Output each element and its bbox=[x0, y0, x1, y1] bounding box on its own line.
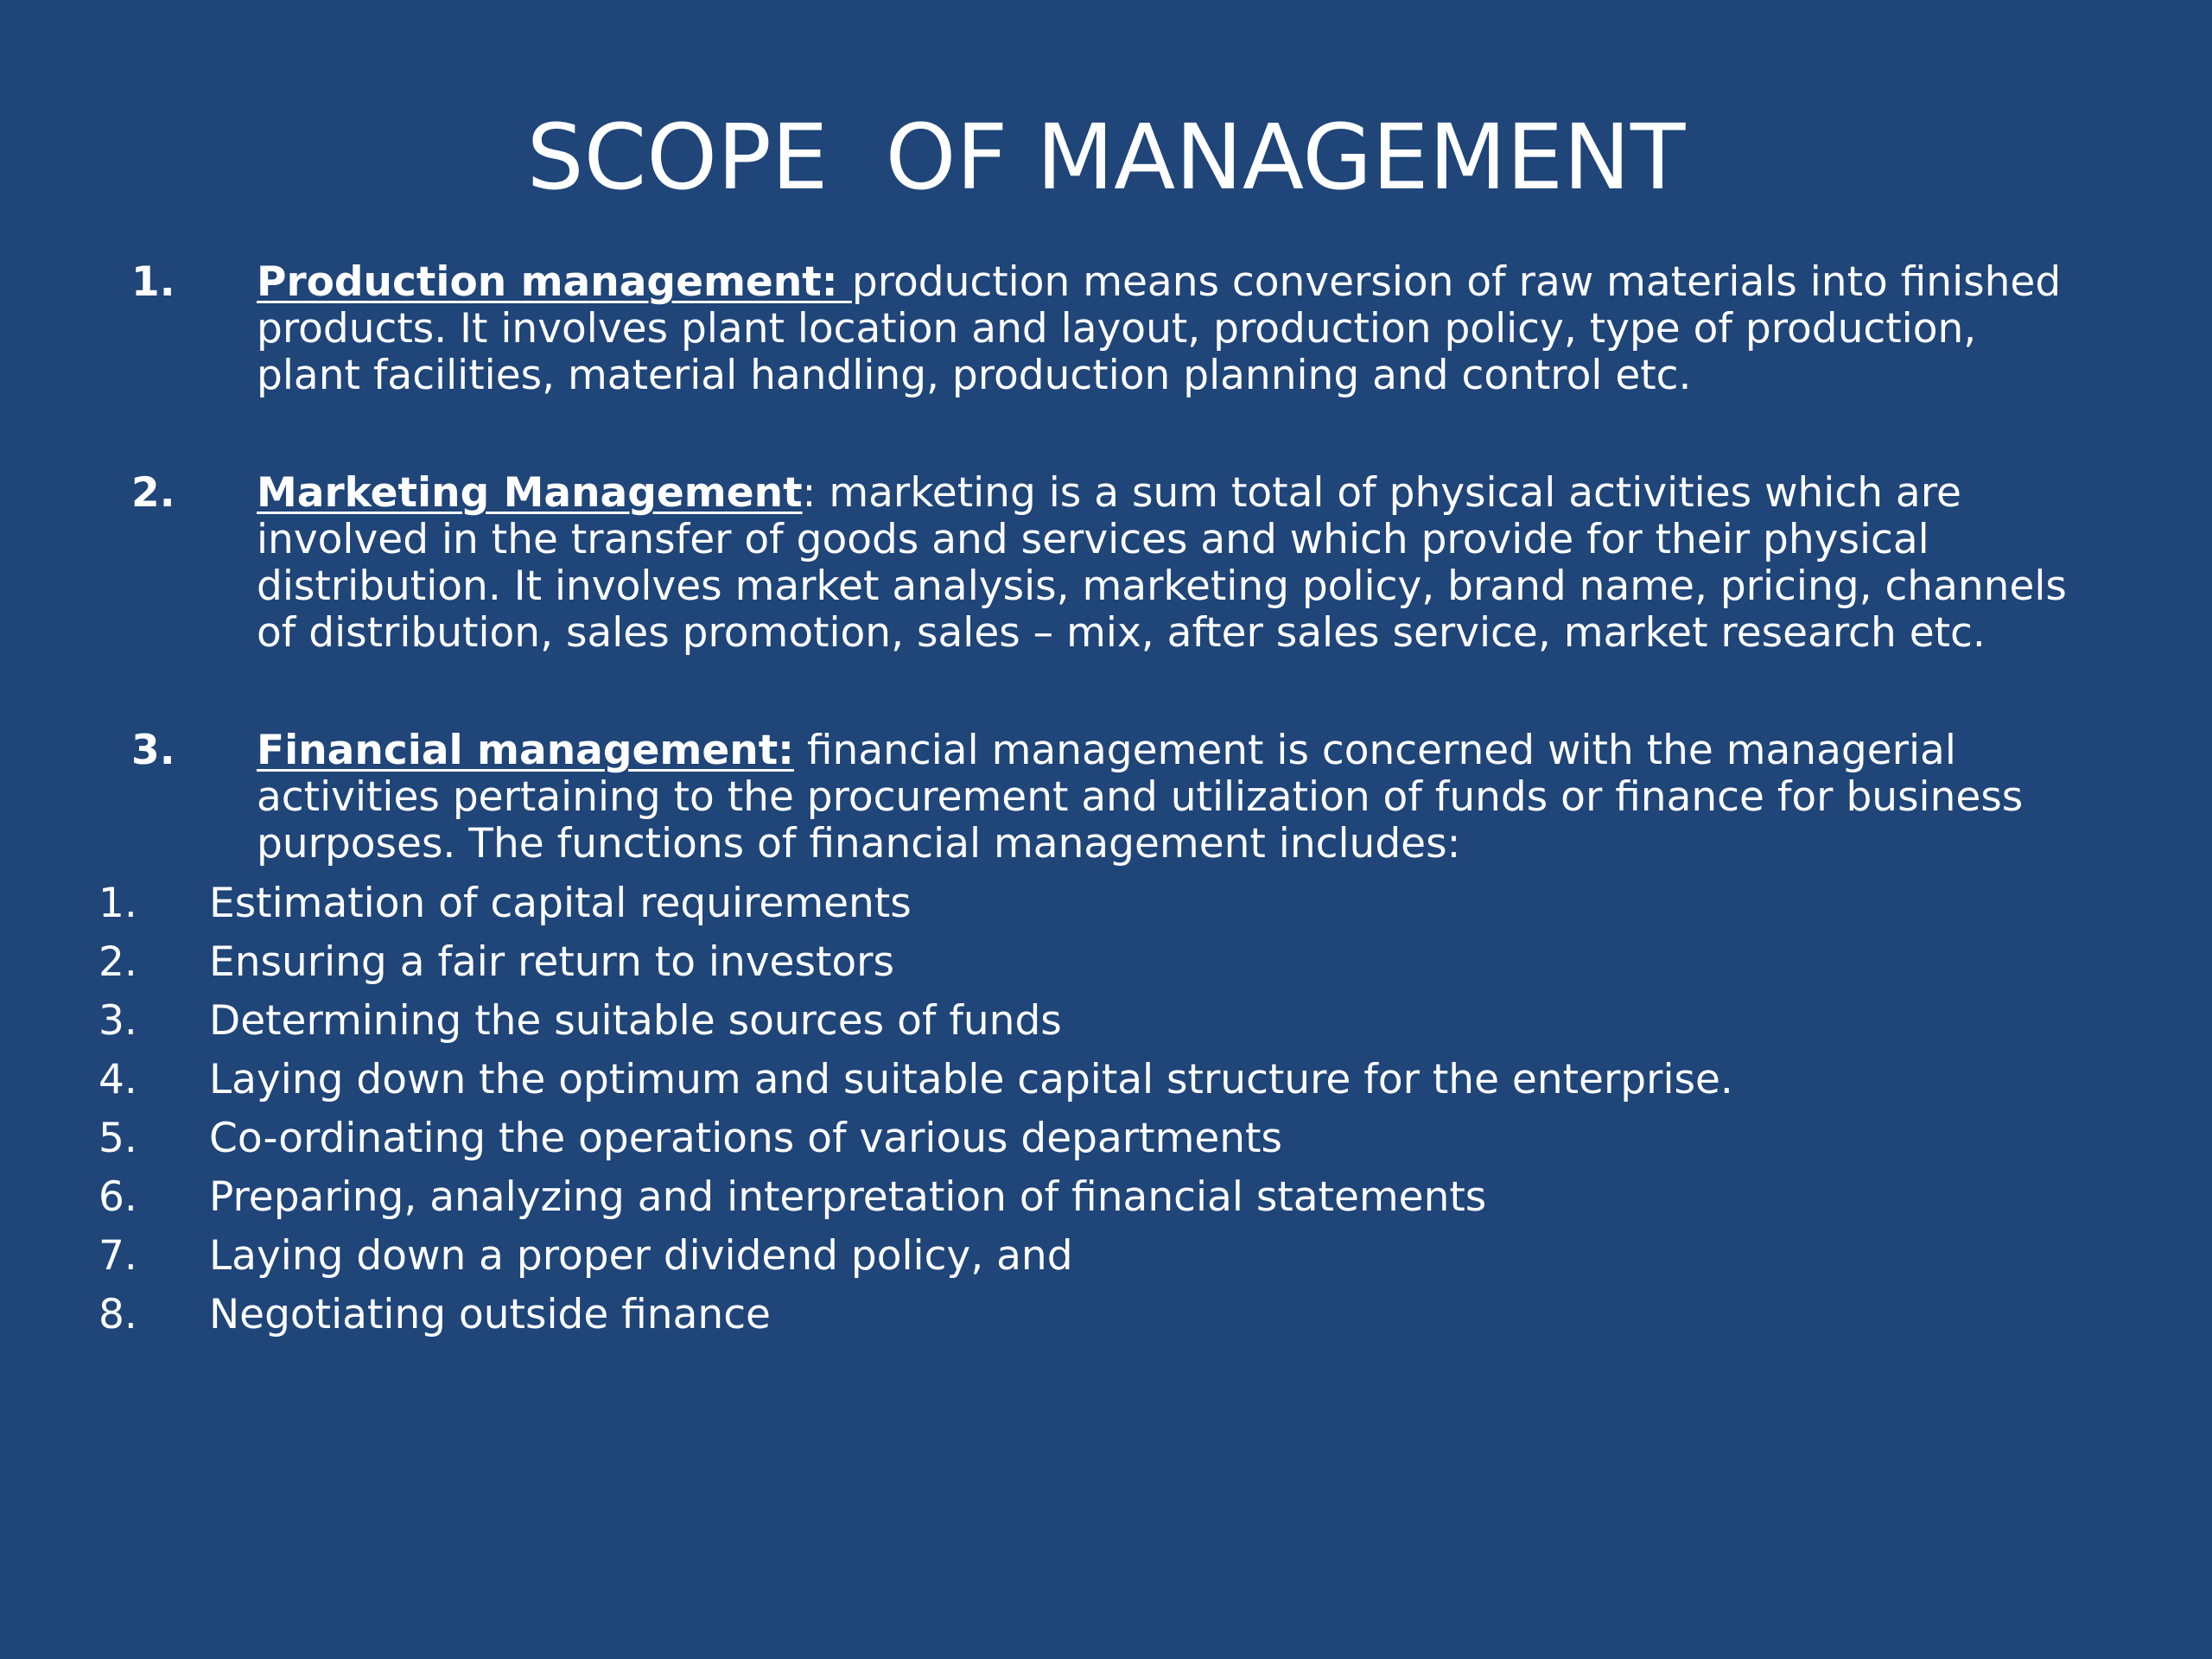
sub-item-number: 5. bbox=[99, 1115, 137, 1162]
list-item-production bbox=[0, 259, 2212, 399]
item-number: 3. bbox=[131, 727, 175, 774]
item-body bbox=[257, 470, 2071, 657]
sub-item-text: Laying down a proper dividend policy, and bbox=[209, 1232, 1073, 1280]
financial-functions-list bbox=[0, 874, 2212, 1344]
item-number: 1. bbox=[131, 258, 175, 306]
item-heading: Financial management: bbox=[257, 727, 794, 774]
sub-item-number: 2. bbox=[99, 938, 137, 986]
item-body bbox=[257, 728, 2071, 868]
sub-list-item bbox=[0, 1051, 2212, 1109]
item-heading: Marketing Management bbox=[257, 469, 803, 517]
item-body bbox=[257, 259, 2071, 399]
sub-item-number: 4. bbox=[99, 1056, 137, 1103]
sub-item-text: Ensuring a fair return to investors bbox=[209, 938, 894, 986]
slide-title: SCOPE OF MANAGEMENT bbox=[526, 105, 1686, 210]
sub-list-item bbox=[0, 992, 2212, 1051]
sub-list-item bbox=[0, 1227, 2212, 1286]
sub-item-text: Preparing, analyzing and interpretation of financial statements bbox=[209, 1173, 1487, 1221]
sub-item-text: Co-ordinating the operations of various departments bbox=[209, 1115, 1282, 1162]
sub-item-number: 7. bbox=[99, 1232, 137, 1280]
item-text: production means conversion of raw materials into finished products. It involves plant location and layout, production policy, type of production, plant facilities, material handling, production planning and control etc. bbox=[257, 258, 2062, 399]
item-text: : marketing is a sum total of physical activities which are involved in the transfer of goods and services and which provide for their physical distribution. It involves market analysis, marketing policy, brand name, pricing, channels of distribution, sales promotion, sales – mix, after sales service, market research etc. bbox=[257, 469, 2067, 657]
item-heading: Production management: bbox=[257, 258, 852, 306]
sub-list-item bbox=[0, 874, 2212, 933]
sub-item-text: Negotiating outside finance bbox=[209, 1291, 771, 1338]
list-item-financial bbox=[0, 728, 2212, 1344]
sub-item-number: 3. bbox=[99, 997, 137, 1045]
sub-item-text: Laying down the optimum and suitable capital structure for the enterprise. bbox=[209, 1056, 1733, 1103]
item-text: financial management is concerned with the managerial activities pertaining to the procurement and utilization of funds or finance for business purposes. The functions of financial management includes: bbox=[257, 727, 2024, 868]
sub-list-item bbox=[0, 1286, 2212, 1344]
sub-item-number: 1. bbox=[99, 880, 137, 927]
sub-list-item bbox=[0, 933, 2212, 992]
sub-item-number: 8. bbox=[99, 1291, 137, 1338]
scope-list bbox=[0, 259, 2212, 1415]
sub-list-item bbox=[0, 1109, 2212, 1168]
sub-item-text: Estimation of capital requirements bbox=[209, 880, 912, 927]
sub-item-number: 6. bbox=[99, 1173, 137, 1221]
list-item-marketing bbox=[0, 470, 2212, 657]
sub-list-item bbox=[0, 1168, 2212, 1227]
item-number: 2. bbox=[131, 469, 175, 517]
sub-item-text: Determining the suitable sources of funds bbox=[209, 997, 1062, 1045]
